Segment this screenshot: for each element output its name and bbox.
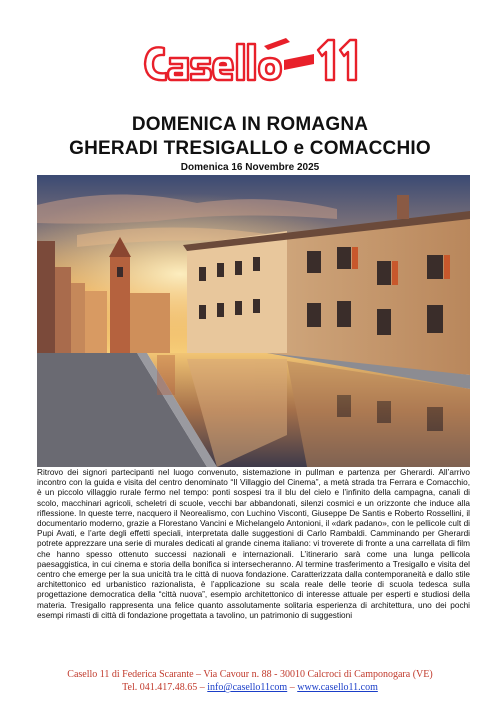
footer-separator: – — [287, 682, 298, 693]
title-line-1: DOMENICA IN ROMAGNA — [131, 114, 369, 135]
title-line-2: GHERADI TRESIGALLO e COMACCHIO — [69, 138, 431, 159]
comacchio-canal-photo — [37, 175, 470, 467]
event-date: Domenica 16 Novembre 2025 — [180, 162, 320, 173]
footer-contacts — [0, 682, 500, 693]
footer-address: Casello 11 di Federica Scarante – Via Cavour n. 88 - 30010 Calcroci di Camponogara (VE) — [67, 669, 433, 680]
website-link[interactable]: www.casello11.com — [297, 682, 378, 693]
email-link[interactable]: info@casello11com — [207, 682, 288, 693]
casello-11-logo — [140, 34, 362, 88]
footer-phone: Tel. 041.417.48.65 – — [122, 682, 208, 693]
itinerary-text: Ritrovo dei signori partecipanti nel luogo convenuto, sistemazione in pullman e partenza per Gherardi. All’arrivo incontro con la guida e visita del centro denominato “Il Villaggio del Cinema”, a metà strada tra Ferrara e Comacchio, è un piccolo villaggio rurale fermo nel tempo: ponti sospesi tra il blu del cielo e l’infinito della campagna, canali di scolo, macchinari agricoli, scheletri di scuole, vecchi bar abbandonati, silenzi cosmici e un orizzonte che induce alla riflessione. In queste terre, nacquero il Neorealismo, con Luchino Visconti, Giuseppe De Santis e Roberto Rossellini, il documentario moderno, grazie a Florestano Vancini e Michelangelo Antonioni, il «dark padano», con le pellicole cult di Pupi Avati, e l’arte degli effetti speciali, interpretata dalle suggestioni di Carlo Rambaldi. Camminando per Gherardi potrete apprezzare una serie di murales dedicati al grande cinema italiano: vi troverete di fronte a una carrellata di film che hanno spesso ottenuto successi nazionali e internazionali. L’itinerario sarà come una lunga pellicola paesaggistica, in cui cinema e storia della bonifica si intersecheranno. Al termine trasferimento a Tresigallo e visita del centro che emerge per la sua unicità tra le città di nuova fondazione. Caratterizzata dalla contemporaneità e dallo stile architettonico ed urbanistico razionalista, è l’applicazione su scala reale delle teorie di scuola tedesca sulla progettazione democratica della “città nuova”, esempio architettonico di interesse attuale per esperti e studiosi della materia. Tresigallo rappresenta una felice quanto assolutamente solitaria esperienza di architettura, uno dei pochi esempi rimasti di città di fondazione progettata a tavolino, un patrimonio di suggestioni — [37, 468, 470, 620]
